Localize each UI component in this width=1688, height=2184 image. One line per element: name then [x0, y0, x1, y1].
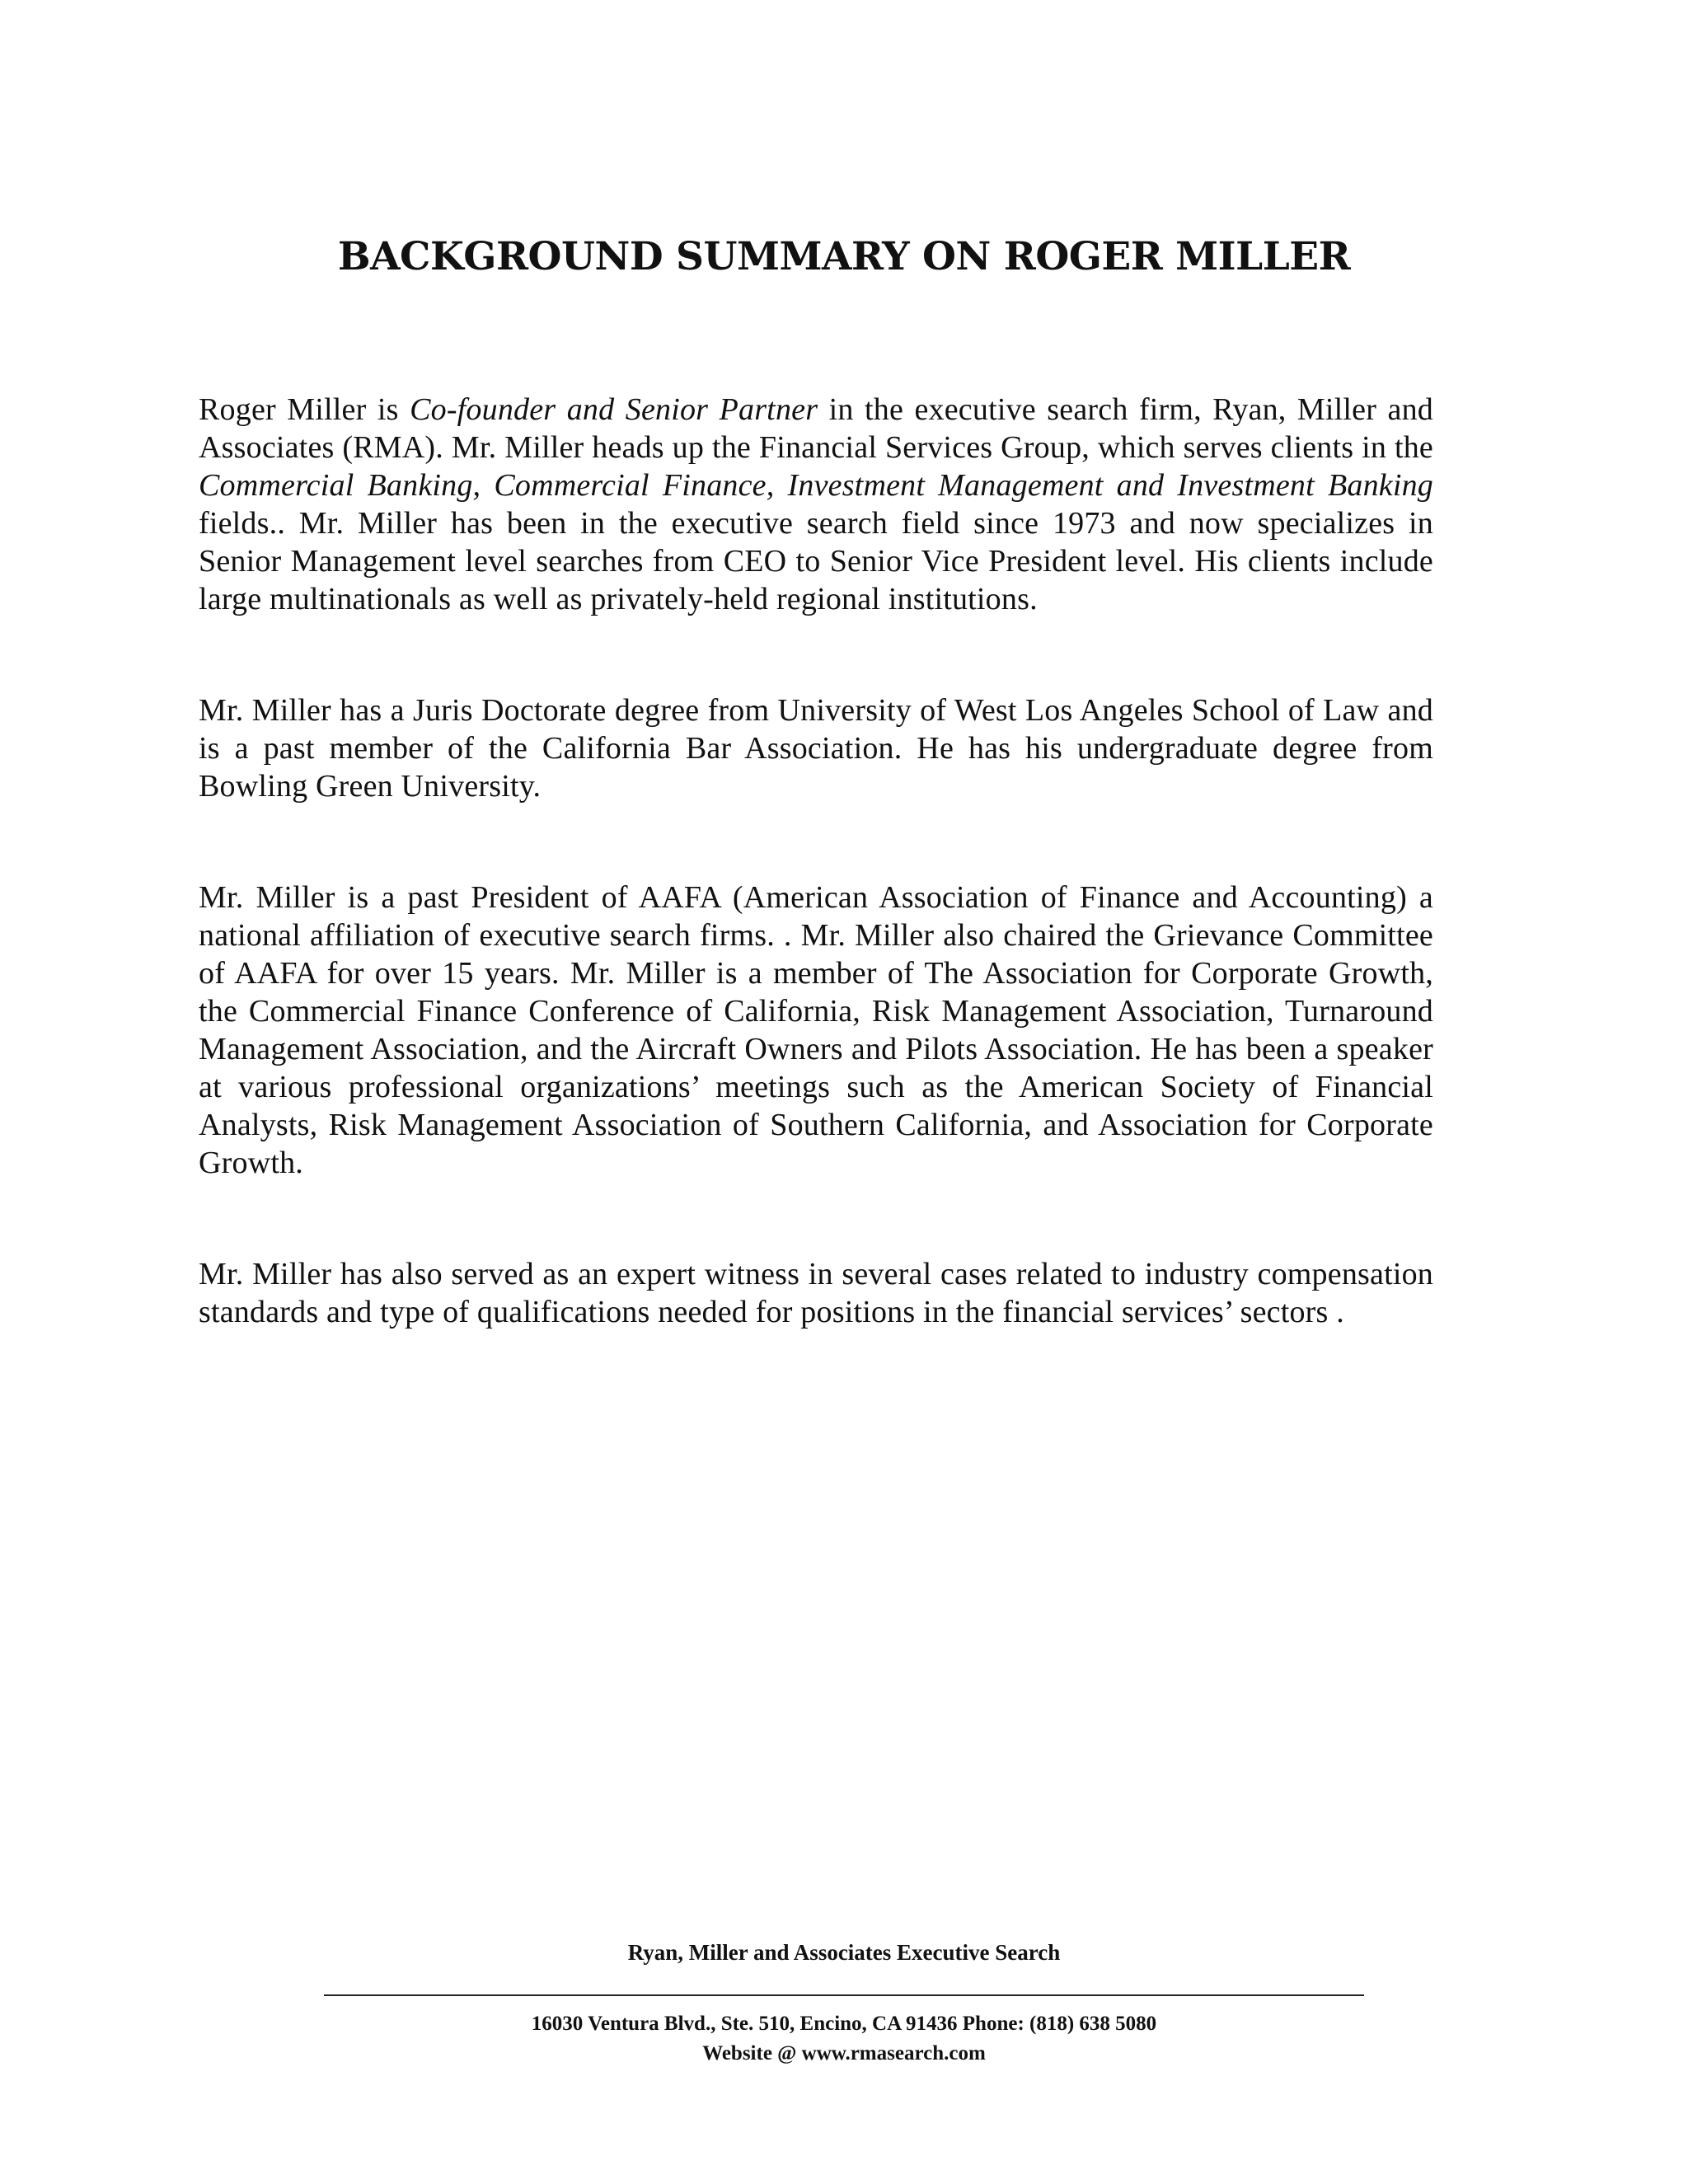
document-body	[199, 391, 1433, 1404]
page-footer	[0, 1938, 1688, 2069]
overview-fields-italic: Commercial Banking, Commercial Finance, Investment Management and Investment Banking	[199, 468, 1433, 503]
overview-role-italic: Co-founder and Senior Partner	[410, 392, 818, 427]
overview-text-2: in the executive search firm, Ryan, Miller and Associates (RMA). Mr. Miller heads up the Financial Services Group, which serves clients in the	[199, 392, 1433, 465]
footer-address: 16030 Ventura Blvd., Ste. 510, Encino, CA 91436 Phone: (818) 638 5080	[531, 2013, 1157, 2035]
footer-website: Website @ www.rmasearch.com	[702, 2042, 986, 2064]
paragraph-expert-witness: Mr. Miller has also served as an expert witness in several cases related to industry compensation standards and type of qualifications needed for positions in the financial services’ sectors .	[199, 1257, 1433, 1329]
footer-firm-name: Ryan, Miller and Associates Executive Search	[627, 1940, 1061, 1965]
paragraph-education: Mr. Miller has a Juris Doctorate degree from University of West Los Angeles School of Law and is a past member of the California Bar Association. He has his undergraduate degree from Bowling Green University.	[199, 693, 1433, 804]
paragraph-overview	[199, 391, 1433, 618]
overview-text-3: fields.. Mr. Miller has been in the executive search field since 1973 and now specializes in Senior Management level searches from CEO to Senior Vice President level. His clients include large multinationals as well as privately-held regional institutions.	[199, 506, 1433, 616]
document-title: BACKGROUND SUMMARY ON ROGER MILLER	[337, 234, 1351, 279]
footer-divider	[324, 1994, 1364, 1996]
paragraph-affiliations: Mr. Miller is a past President of AAFA (American Association of Finance and Accounting) a national affiliation of executive search firms. . Mr. Miller also chaired the Grievance Committee of AAFA for over 15 years. Mr. Miller is a member of The Association for Corporate Growth, the Commercial Finance Conference of California, Risk Management Association, Turnaround Management Association, and the Aircraft Owners and Pilots Association. He has been a speaker at various professional organizations’ meetings such as the American Society of Financial Analysts, Risk Management Association of Southern California, and Association for Corporate Growth.	[199, 880, 1433, 1180]
overview-text-1: Roger Miller is	[199, 392, 410, 427]
